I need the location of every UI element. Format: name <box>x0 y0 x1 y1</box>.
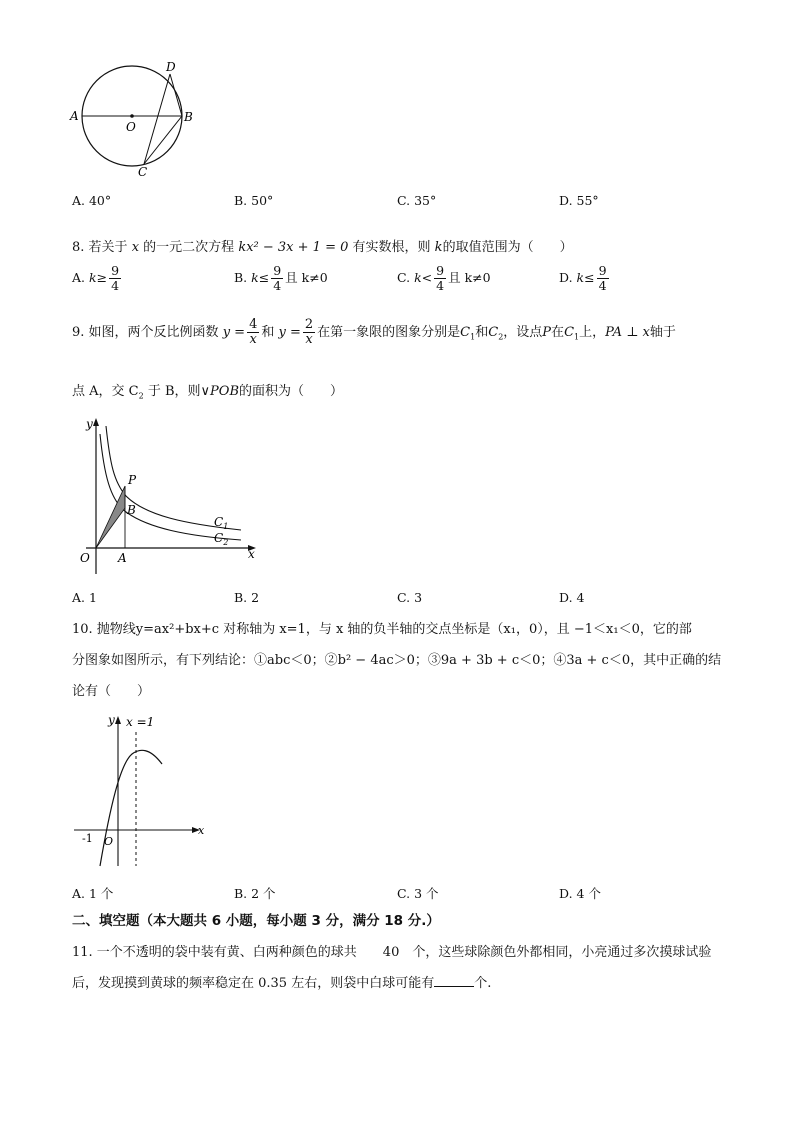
q9-option-a[interactable]: A. 1 <box>72 590 97 605</box>
q11-stem-line1: 11. 一个不透明的袋中装有黄、白两种颜色的球共 40 个，这些球除颜色外都相同，小亮通过多次摸球试验 <box>72 945 712 960</box>
label-O: O <box>104 835 114 848</box>
q7-option-c[interactable]: C. 35° <box>397 193 437 208</box>
q9-perpendicular: PA ⊥ x <box>605 325 650 340</box>
q10-stem-line2: 分图象如图所示，有下列结论：①abc＜0；②b² − 4ac＞0；③9a + 3b + c＜0；④3a + c＜0，其中正确的结 <box>72 653 722 668</box>
label-O: O <box>126 120 136 134</box>
q8-equation: kx² − 3x + 1 = 0 <box>238 240 349 255</box>
q9-fraction-1: $\frac{4}{x}$ <box>249 317 258 347</box>
label-D: D <box>166 60 176 74</box>
q8-option-c-rel: k< <box>414 270 433 285</box>
q8-stem-mid: 的一元二次方程 <box>143 240 235 255</box>
q8-option-b-rel: k≤ <box>251 270 270 285</box>
q9-triangle: ∨POB <box>200 384 240 399</box>
q8-option-b[interactable] <box>234 264 328 293</box>
q8-option-c-fraction: $\frac{9}{4}$ <box>436 263 445 293</box>
q9-stem-line1: 9. 如图，两个反比例函数 y = $\frac{4}{x}$ 和 y = $\frac{2}{x}$ 在第一象限的图象分别是$C_1$和$C_2$，设点P在$C_1$上，PA ⊥ x轴于 <box>72 317 676 347</box>
q7-option-b[interactable]: B. 50° <box>234 193 274 208</box>
label-B: B <box>127 503 136 517</box>
q10-stem-line1: 10. 抛物线y=ax²+bx+c 对称轴为 x=1，与 x 轴的负半轴的交点坐标是（x₁，0），且 −1＜x₁＜0，它的部 <box>72 622 692 637</box>
q7-circle-figure <box>66 60 196 180</box>
label-P: P <box>128 473 137 487</box>
q8-option-c-label: C. <box>397 270 411 285</box>
q7-option-a[interactable]: A. 40° <box>72 193 112 208</box>
q8-option-a-label: A. <box>72 270 86 285</box>
q9-c1: C <box>460 325 471 340</box>
q8-var-k: k <box>434 240 443 255</box>
q9-c2: C <box>488 325 499 340</box>
label-C2: $C_2$ <box>214 531 229 547</box>
label-B: B <box>184 110 193 124</box>
q10-option-b[interactable]: B. 2 个 <box>234 886 276 901</box>
q9-option-b[interactable]: B. 2 <box>234 590 260 605</box>
q9-stem-line2: 点 A，交 $C_2$ 于 B，则∨POB的面积为（ ） <box>72 384 344 401</box>
q10-option-a[interactable]: A. 1 个 <box>72 886 114 901</box>
q8-option-a-fraction: $\frac{9}{4}$ <box>111 263 120 293</box>
q8-option-a-rel: k≥ <box>89 270 108 285</box>
q8-option-a[interactable] <box>72 264 123 293</box>
label-C: C <box>138 165 148 179</box>
label-minus1: -1 <box>82 832 93 845</box>
q9-stem-a: 9. 如图，两个反比例函数 <box>72 325 219 340</box>
label-A: A <box>70 109 79 123</box>
section-2-title: 二、填空题（本大题共 6 小题，每小题 3 分，满分 18 分.） <box>72 913 440 929</box>
q8-option-d[interactable] <box>559 264 611 293</box>
q10-stem-line3: 论有（ ） <box>72 684 151 699</box>
q8-var-x: x <box>131 240 140 255</box>
q8-option-d-label: D. <box>559 270 573 285</box>
q9-y1: y = <box>222 325 246 340</box>
label-x: x <box>198 824 205 837</box>
q8-option-b-tail: 且 k≠0 <box>285 270 328 285</box>
q11-answer-blank[interactable] <box>434 986 474 987</box>
label-y: y <box>86 417 93 431</box>
q10-option-c[interactable]: C. 3 个 <box>397 886 439 901</box>
q9-option-c[interactable]: C. 3 <box>397 590 423 605</box>
label-axis: x =1 <box>126 715 155 729</box>
q7-option-d[interactable]: D. 55° <box>559 193 599 208</box>
q8-stem-mid2: 有实数根，则 <box>352 240 431 255</box>
q8-stem-suffix: 的取值范围为（ ） <box>442 240 573 255</box>
q9-stem-b: 在第一象限的图象分别是 <box>317 325 461 340</box>
q8-stem <box>72 239 573 257</box>
q11-stem-line2: 后，发现摸到黄球的频率稳定在 0.35 左右，则袋中白球可能有 个. <box>72 976 492 991</box>
q9-y2: y = <box>278 325 301 340</box>
q8-option-c[interactable] <box>397 264 491 293</box>
q8-option-b-fraction: $\frac{9}{4}$ <box>273 263 282 293</box>
label-C1: $C_1$ <box>214 515 229 531</box>
label-A: A <box>118 551 127 565</box>
q10-parabola-figure <box>70 708 220 870</box>
q8-option-d-fraction: $\frac{9}{4}$ <box>598 263 607 293</box>
q10-option-d[interactable]: D. 4 个 <box>559 886 601 901</box>
q8-option-c-tail: 且 k≠0 <box>448 270 491 285</box>
q9-fraction-2: $\frac{2}{x}$ <box>304 317 314 347</box>
q8-option-b-label: B. <box>234 270 248 285</box>
label-y: y <box>108 713 115 727</box>
label-O: O <box>80 551 90 565</box>
q8-stem-prefix: 8. 若关于 <box>72 240 128 255</box>
q8-option-d-rel: k≤ <box>576 270 595 285</box>
q9-and: 和 <box>261 325 275 340</box>
q9-option-d[interactable]: D. 4 <box>559 590 585 605</box>
label-x: x <box>248 547 255 561</box>
q9-hyperbola-figure <box>76 414 266 584</box>
